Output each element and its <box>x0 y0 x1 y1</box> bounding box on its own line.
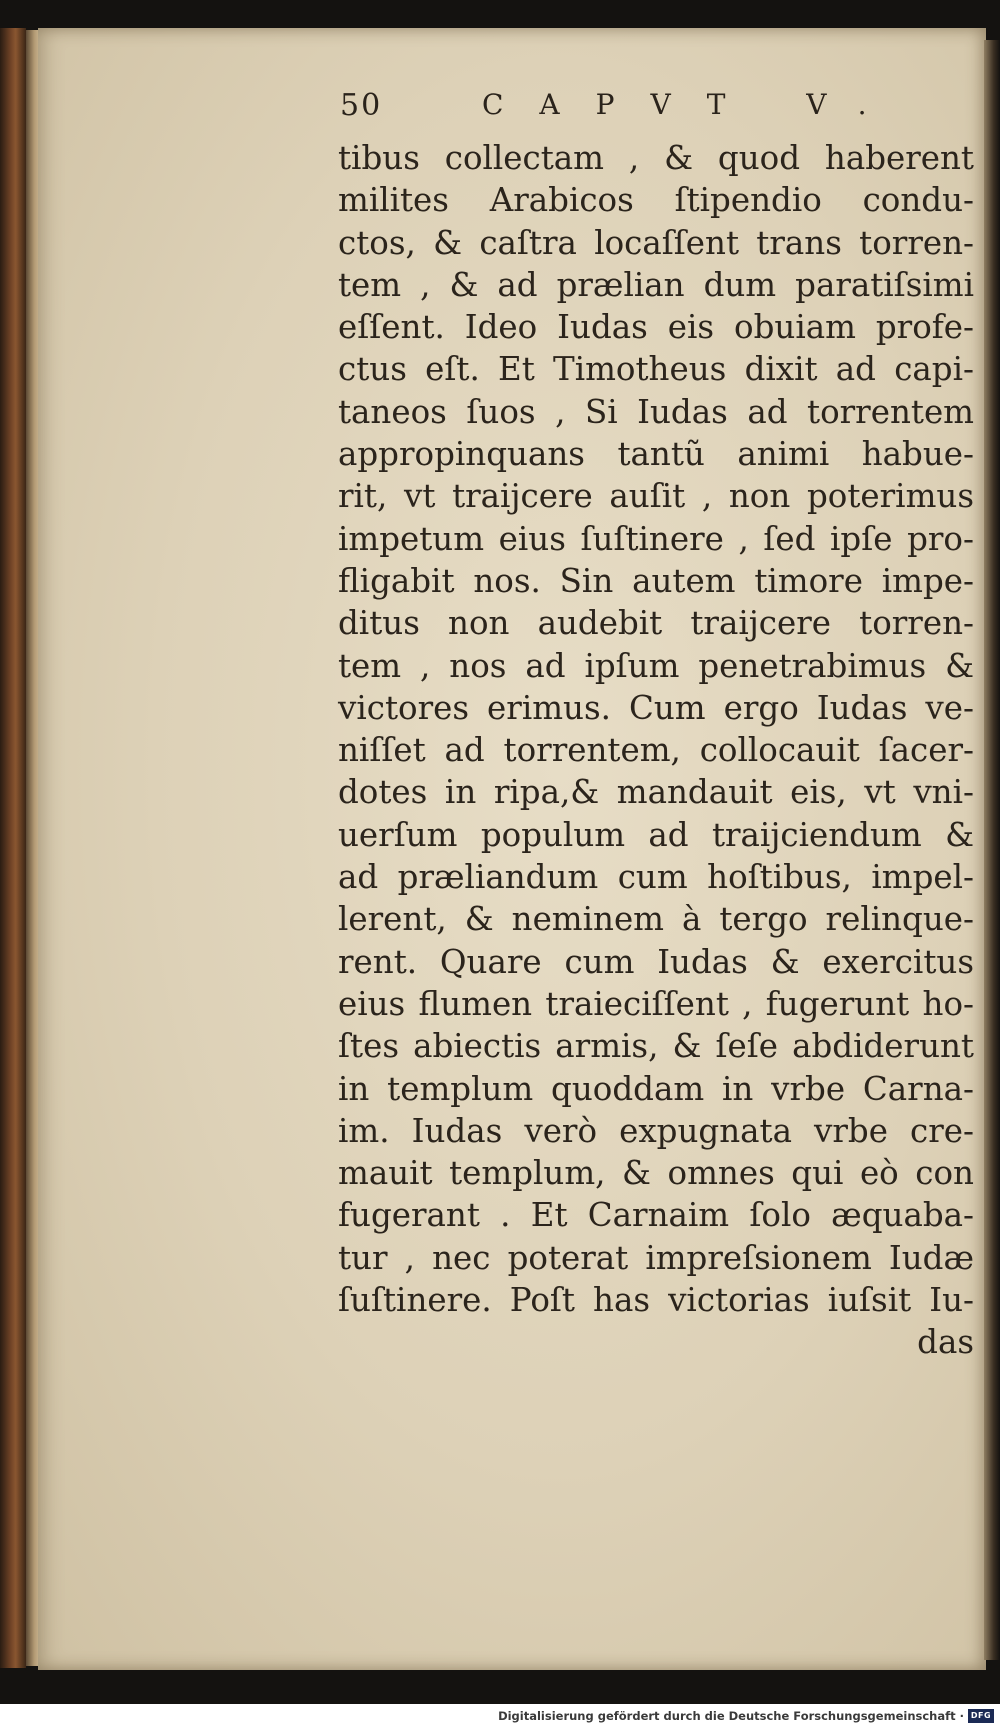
text-line: niſſet ad torrentem, collocauit ſacer- <box>338 731 974 770</box>
page-header <box>340 88 980 132</box>
text-line: rit, vt traijcere auſit , non poterimus <box>338 477 974 516</box>
text-line: victores erimus. Cum ergo Iudas ve- <box>338 688 974 727</box>
page-right-edge <box>984 40 1000 1660</box>
text-line: eſſent. Ideo Iudas eis obuiam profe- <box>338 308 974 347</box>
text-line: dotes in ripa,& mandauit eis, vt vni- <box>338 773 974 812</box>
text-line: tibus collectam , & quod haberent <box>338 139 974 177</box>
text-line: mauit templum, & omnes qui eò con <box>338 1154 974 1193</box>
text-line: ſuſtinere. Poſt has victorias iuſsit Iu- <box>338 1281 974 1320</box>
footer-bar <box>0 1704 1000 1730</box>
text-line: tur , nec poterat impreſsionem Iudæ <box>338 1238 974 1277</box>
text-line: in templum quoddam in vrbe Carna- <box>338 1069 974 1108</box>
text-line: lerent, & neminem à tergo relinque- <box>338 900 974 939</box>
text-line: impetum eius ſuſtinere , ſed ipſe pro- <box>338 519 974 558</box>
book-spine <box>0 28 26 1668</box>
text-line: das <box>917 1323 974 1362</box>
text-line: fugerant . Et Carnaim ſolo æquaba- <box>338 1196 974 1235</box>
text-line: milites Arabicos ſtipendio condu- <box>338 181 974 220</box>
text-line: ctos, & caſtra locaſſent trans torren- <box>338 223 974 262</box>
text-line: tem , nos ad ipſum penetrabimus & <box>338 646 974 685</box>
text-line: uerſum populum ad traijciendum & <box>338 815 974 854</box>
text-line: ad præliandum cum hoſtibus, impel- <box>338 858 974 897</box>
text-line: ſtes abiectis armis, & ſeſe abdiderunt <box>338 1027 974 1066</box>
text-line: eius flumen traieciſſent , fugerunt ho- <box>338 984 974 1023</box>
text-line: im. Iudas verò expugnata vrbe cre- <box>338 1111 974 1150</box>
text-line: ctus eſt. Et Timotheus dixit ad capi- <box>338 350 974 389</box>
text-line: taneos ſuos , Si Iudas ad torrentem <box>338 392 974 431</box>
running-head: CAPVT V. <box>482 88 903 121</box>
text-line: appropinquans tantũ animi habue- <box>338 435 974 474</box>
body-text <box>338 137 974 1364</box>
text-line: fligabit nos. Sin autem timore impe- <box>338 561 974 600</box>
dfg-logo: DFG <box>968 1709 994 1723</box>
text-line: rent. Quare cum Iudas & exercitus <box>338 942 974 981</box>
page-number: 50 <box>340 88 383 123</box>
text-line: tem , & ad prælian dum paratiſsimi <box>338 265 974 304</box>
funding-note: Digitalisierung gefördert durch die Deutsche Forschungsgemeinschaft · <box>498 1709 964 1723</box>
text-line: ditus non audebit traijcere torren- <box>338 604 974 643</box>
